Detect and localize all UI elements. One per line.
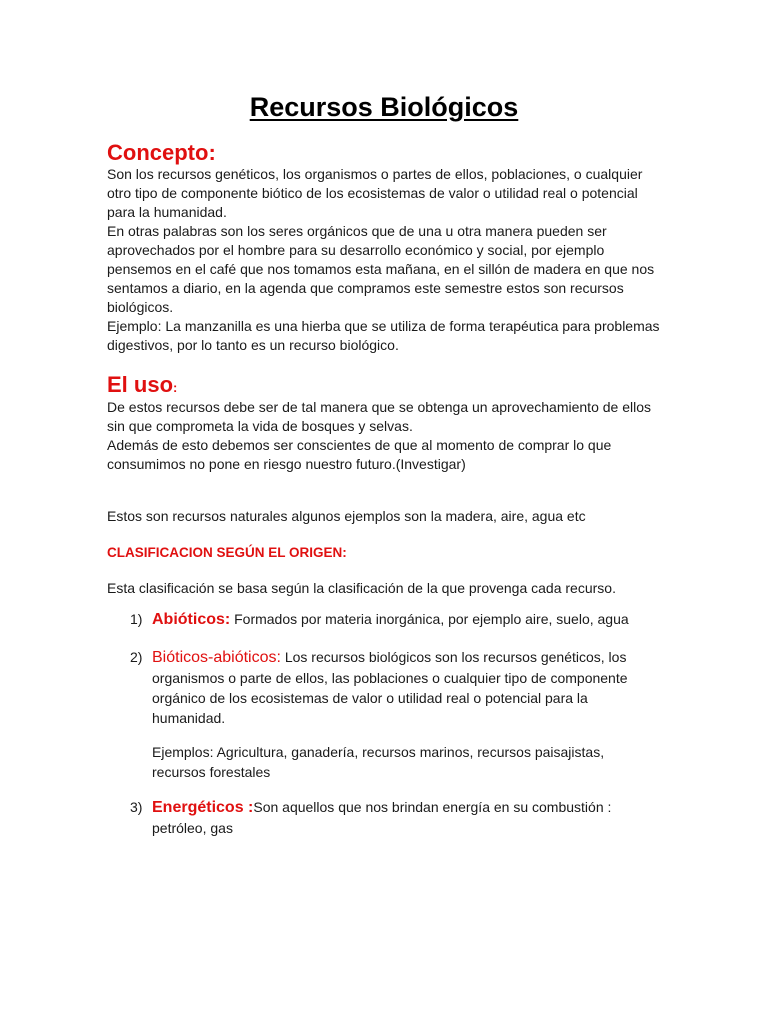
uso-heading-colon: : <box>173 380 178 395</box>
concepto-body <box>107 165 667 355</box>
uso-body <box>107 398 667 474</box>
uso-heading-text: El uso <box>107 372 174 397</box>
concepto-paragraph-1: Son los recursos genéticos, los organismos o partes de ellos, poblaciones, o cualquier otro tipo de componente biótico de los ecosistemas de valor o utilidad real o potencial para la humanidad. <box>107 166 643 220</box>
list-number: 3) <box>130 799 143 815</box>
list-item-body <box>152 647 657 782</box>
list-item-body <box>152 609 657 630</box>
uso-heading <box>107 374 177 396</box>
naturales-paragraph <box>107 507 667 526</box>
list-item-examples: Ejemplos: Agricultura, ganadería, recursos marinos, recursos paisajistas, recursos forestales <box>152 744 605 780</box>
list-term-energeticos: Energéticos : <box>152 799 254 816</box>
uso-paragraph-1: De estos recursos debe ser de tal manera que se obtenga un aprovechamiento de ellos sin que comprometa la vida de bosques y selvas. <box>107 399 652 434</box>
list-term-abioticos: Abióticos: <box>152 611 231 628</box>
uso-paragraph-2: Además de esto debemos ser conscientes de que al momento de comprar lo que consumimos no pone en riesgo nuestro futuro.(Investigar) <box>107 437 612 472</box>
concepto-heading: Concepto: <box>107 140 216 165</box>
clasificacion-intro-block <box>107 579 667 598</box>
list-item-text: Son aquellos que nos brindan energía en su combustión : petróleo, gas <box>152 799 612 836</box>
page-title: Recursos Biológicos <box>249 92 519 122</box>
clasificacion-intro: Esta clasificación se basa según la clasificación de la que provenga cada recurso. <box>107 580 616 596</box>
list-item-text: Los recursos biológicos son los recursos genéticos, los organismos o parte de ellos, las poblaciones o cualquier tipo de componente orgánico de los ecosistemas de valor o utilidad real o potencial para la humanidad. <box>152 649 628 726</box>
list-number: 1) <box>130 611 143 627</box>
concepto-paragraph-3: Ejemplo: La manzanilla es una hierba que se utiliza de forma terapéutica para problemas digestivos, por lo tanto es un recurso biológico. <box>107 318 660 353</box>
concepto-paragraph-2: En otras palabras son los seres orgánicos que de una u otra manera pueden ser aprovechados por el hombre para su desarrollo económico y social, por ejemplo pensemos en el café que nos tomamos esta mañana, en el sillón de madera en que nos sentamos a diario, en la agenda que compramos este semestre estos son recursos biológicos. <box>107 223 655 315</box>
list-item-body <box>152 797 657 838</box>
clasificacion-heading: CLASIFICACION SEGÚN EL ORIGEN: <box>107 545 347 560</box>
list-item-text: Formados por materia inorgánica, por ejemplo aire, suelo, agua <box>230 611 629 627</box>
naturales-text: Estos son recursos naturales algunos ejemplos son la madera, aire, agua etc <box>107 508 586 524</box>
list-term-bioticos-abioticos: Bióticos-abióticos: <box>152 649 281 666</box>
list-number: 2) <box>130 649 143 665</box>
